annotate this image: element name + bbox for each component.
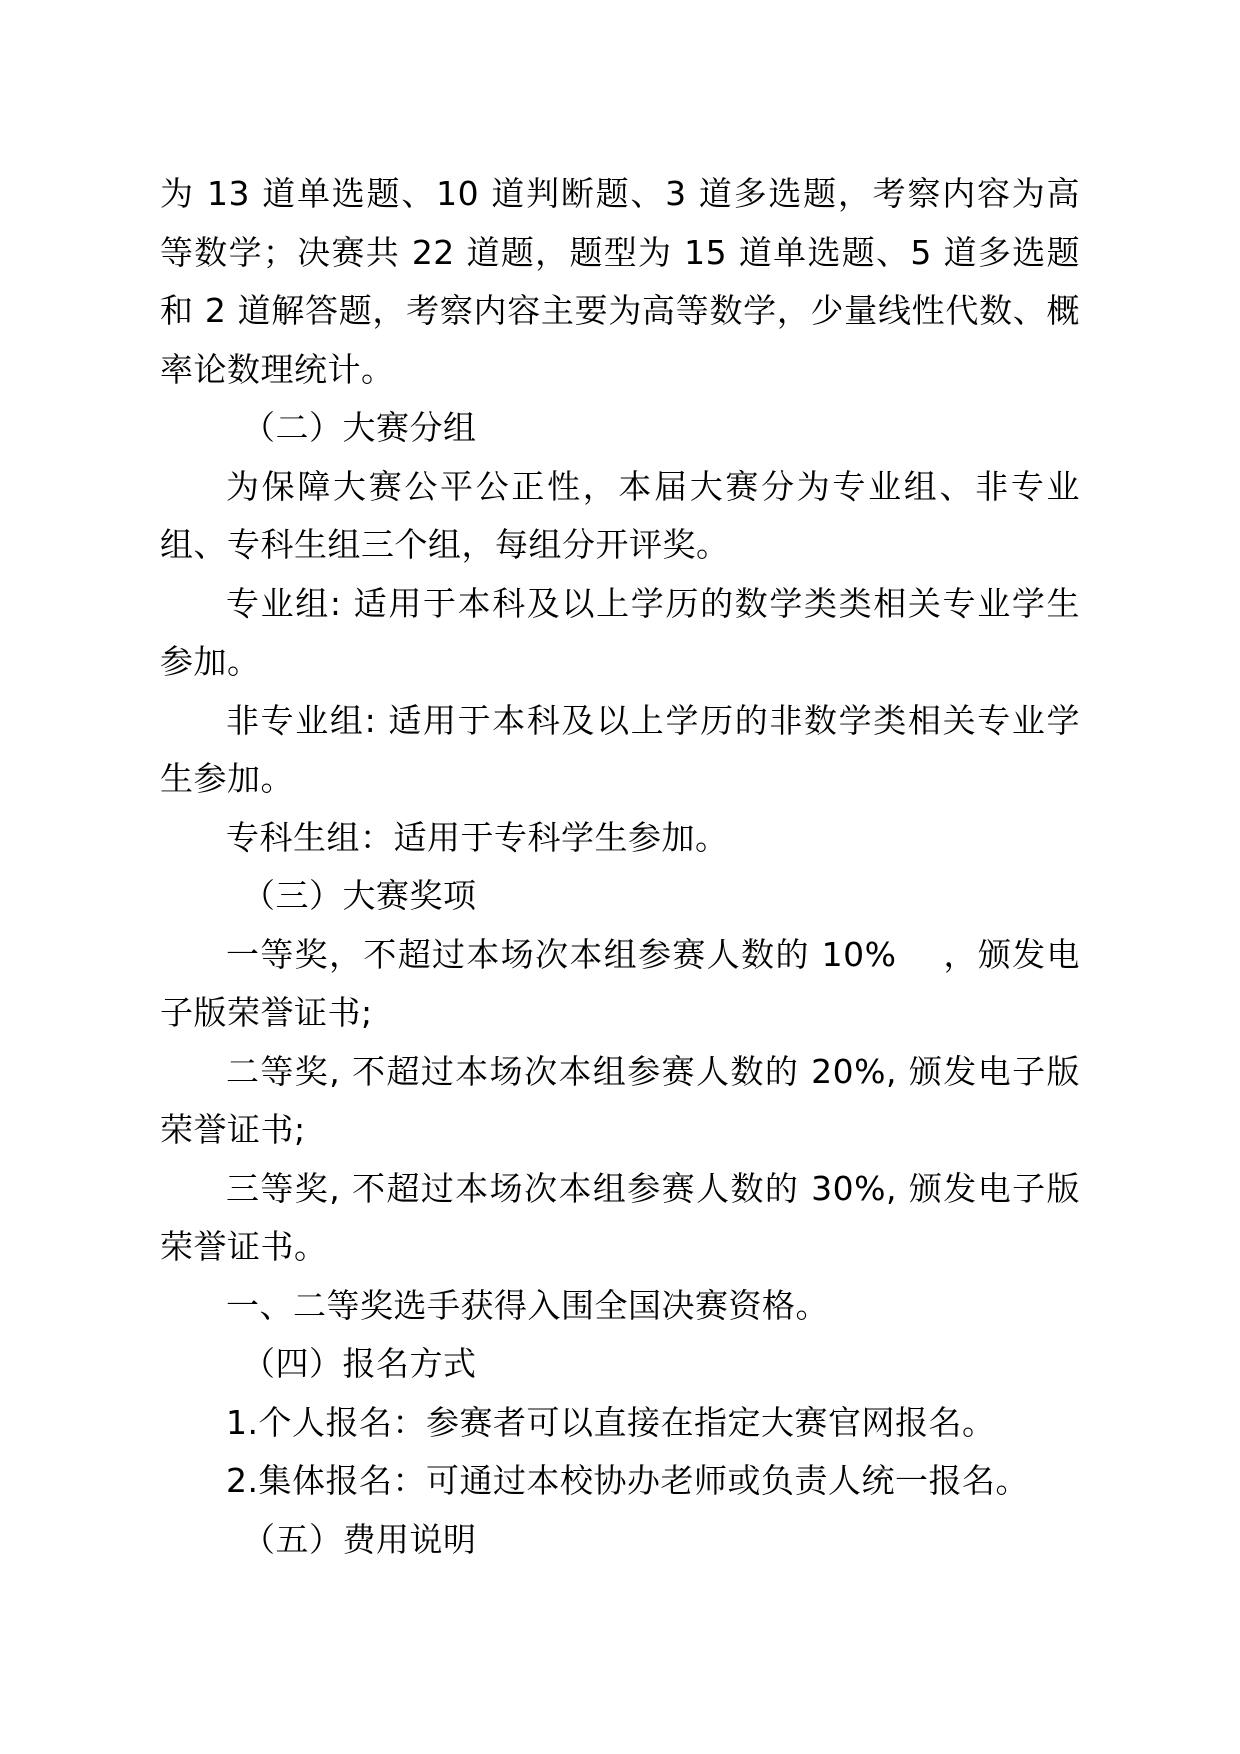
paragraph-junior-college-group: 专科生组：适用于专科学生参加。 xyxy=(226,817,729,857)
paragraph-second-prize: 二等奖, 不超过本场次本组参赛人数的 20%, 颁发电子版荣誉证书; xyxy=(160,1051,1080,1149)
paragraph-group-registration: 2.集体报名：可通过本校协办老师或负责人统一报名。 xyxy=(226,1461,1029,1500)
paragraph-individual-registration: 1.个人报名：参赛者可以直接在指定大赛官网报名。 xyxy=(226,1402,996,1442)
paragraph-third-prize: 三等奖, 不超过本场次本组参赛人数的 30%, 颁发电子版荣誉证书。 xyxy=(160,1168,1080,1266)
section-heading-fees: （五）费用说明 xyxy=(242,1519,477,1559)
paragraph-non-major-group: 非专业组: 适用于本科及以上学历的非数学类相关专业学生参加。 xyxy=(160,700,1080,798)
document-page xyxy=(160,165,1080,1569)
section-heading-registration: （四）报名方式 xyxy=(242,1344,477,1383)
paragraph-groups-intro: 为保障大赛公平公正性，本届大赛分为专业组、非专业组、专科生组三个组，每组分开评奖。 xyxy=(160,466,1080,564)
paragraph-major-group: 专业组: 适用于本科及以上学历的数学类类相关专业学生参加。 xyxy=(160,583,1080,681)
paragraph-first-prize: 一等奖，不超过本场次本组参赛人数的 10% ，颁发电子版荣誉证书; xyxy=(160,934,1080,1032)
section-heading-awards: （三）大赛奖项 xyxy=(242,876,477,915)
paragraph-finals-qualification: 一、二等奖选手获得入围全国决赛资格。 xyxy=(226,1285,829,1325)
paragraph-exam-format: 为 13 道单选题、10 道判断题、3 道多选题，考察内容为高等数学；决赛共 22 道题，题型为 15 道单选题、5 道多选题和 2 道解答题，考察内容主要为高等数学，少量线性代数、概率论数理统计。 xyxy=(160,174,1080,389)
section-heading-groups: （二）大赛分组 xyxy=(242,408,477,447)
